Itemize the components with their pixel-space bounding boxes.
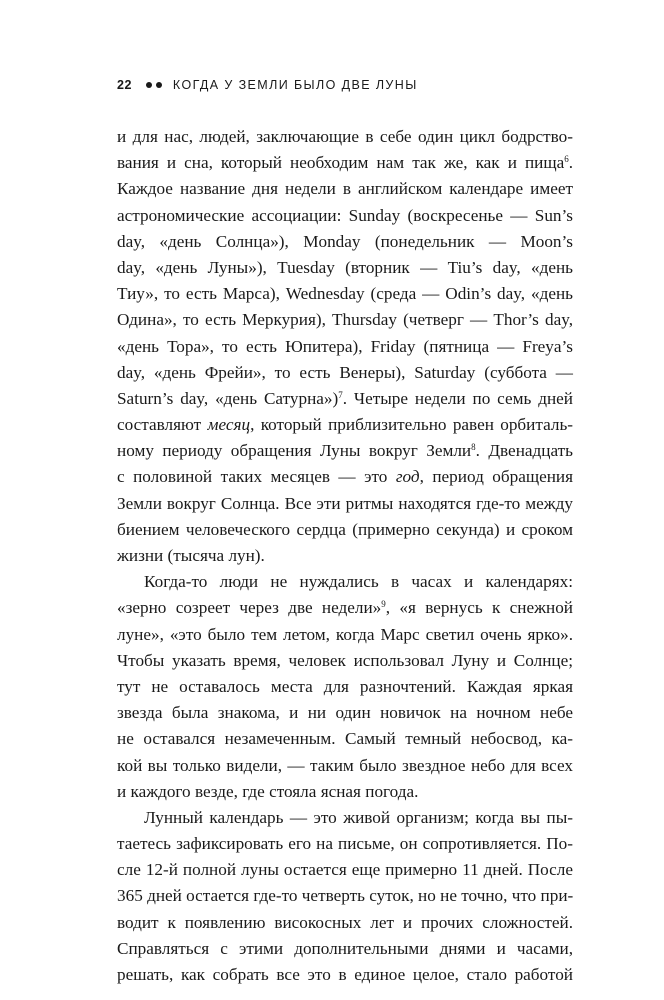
text-segment: , который приблизительно равен орбиталь- [250,415,574,435]
text-line [117,543,573,569]
text-line [117,674,573,700]
text-line [117,124,573,150]
text-segment: водит к появлению високосных лет и прочих сложностей. [117,912,573,932]
text-segment: day, «день Луны»), Tuesday (вторник — Tiu’s day, «день [117,257,573,277]
text-line [117,779,573,805]
footnote-ref: 7 [338,389,343,400]
text-line [117,831,573,857]
text-line [117,569,573,595]
text-segment: . Четыре недели по семь дней [342,388,573,408]
text-segment: «день Тора», то есть Юпитера), Friday (пятница — Freya’s [117,336,573,356]
running-header [117,75,597,95]
emphasis-text: месяц [207,415,251,435]
text-line [117,883,573,909]
text-line [117,412,573,438]
text-line [117,962,573,988]
text-segment: луне», «это было тем летом, когда Марс светил очень ярко». [117,624,573,644]
text-line [117,936,573,962]
running-title: КОГДА У ЗЕМЛИ БЫЛО ДВЕ ЛУНЫ [172,78,418,92]
text-segment: решать, как собрать все это в единое целое, стало работой [117,965,573,984]
text-line [117,753,573,779]
body-text [117,124,573,988]
text-segment: и для нас, людей, заключающие в себе один цикл бодрство- [117,127,573,146]
text-segment: 365 дней остается где-то четверть суток, но не точно, что при- [117,886,574,906]
text-segment: ному периоду обращения Луны вокруг Земли [117,441,472,461]
text-segment: Saturn’s day, «день Сатурна») [117,388,339,408]
text-segment: биением человеческого сердца (примерно секунда) и сроком [117,519,573,539]
text-segment: кой вы только видели, — таким было звездное небо для всех [117,755,573,775]
text-line [117,648,573,674]
dot-ornament-icon [146,82,152,88]
emphasis-text: год [395,467,420,487]
text-line [117,464,573,490]
text-line [117,438,573,464]
text-segment: не оставался незамеченным. Самый темный небосвод, ка- [117,729,573,749]
text-segment: составляют [117,415,208,435]
text-segment: и каждого везде, где стояла ясная погода. [117,781,419,801]
text-segment: тут не оставалось места для разночтений. Каждая яркая [117,676,573,696]
text-segment: , «я вернусь к снежной [385,598,573,618]
dot-ornament-icon [156,82,162,88]
text-line [117,517,573,543]
footnote-ref: 9 [381,599,386,610]
text-line [117,176,573,202]
text-segment: таетесь зафиксировать его на письме, он сопротивляется. По- [117,834,573,854]
text-line [117,491,573,517]
text-segment: Лунный календарь — это живой организм; когда вы пы- [144,807,573,827]
text-line [117,857,573,883]
text-segment: вания и сна, который необходим нам так же, как и пища [117,153,565,173]
text-line [117,334,573,360]
text-segment: Каждое название дня недели в английском календаре имеет [117,179,573,199]
text-segment: Тиу», то есть Марса), Wednesday (среда — Odin’s day, «день [117,284,573,304]
text-line [117,726,573,752]
text-line [117,805,573,831]
text-line [117,281,573,307]
text-segment: звезда была знакома, и ни один новичок на ночном небе [117,703,573,723]
text-segment: «зерно созреет через две недели» [117,598,382,618]
text-line [117,229,573,255]
text-segment: Чтобы указать время, человек использовал Луну и Солнце; [117,650,573,670]
text-line [117,360,573,386]
text-line [117,255,573,281]
header-dots-ornament [146,82,162,88]
text-line [117,150,573,176]
text-segment: Справляться с этими дополнительными днями и часами, [117,938,573,958]
text-segment: . [568,153,573,173]
text-line [117,307,573,333]
footnote-ref: 8 [471,442,476,453]
text-segment: сле 12-й полной луны остается еще примерно 11 дней. После [117,860,573,880]
text-segment: астрономические ассоциации: Sunday (воскресенье — Sun’s [117,205,573,225]
text-segment: Когда-то люди не нуждались в часах и календарях: [144,572,573,592]
text-segment: жизни (тысяча лун). [117,546,265,565]
text-segment: Одина», то есть Меркурия), Thursday (четверг — Thor’s day, [117,310,573,330]
text-segment: . Двенадцать [475,441,573,461]
text-segment: , период обращения [419,467,574,487]
page-number: 22 [117,78,132,92]
text-segment: с половиной таких месяцев — это [117,467,396,487]
footnote-ref: 6 [564,154,569,165]
text-segment: Земли вокруг Солнца. Все эти ритмы находятся где-то между [117,493,573,513]
text-line [117,910,573,936]
text-line [117,386,573,412]
text-line [117,700,573,726]
text-segment: day, «день Солнца»), Monday (понедельник — Moon’s [117,231,573,251]
text-line [117,622,573,648]
text-line [117,595,573,621]
text-line [117,203,573,229]
text-segment: day, «день Фрейи», то есть Венеры), Saturday (суббота — [117,362,573,382]
